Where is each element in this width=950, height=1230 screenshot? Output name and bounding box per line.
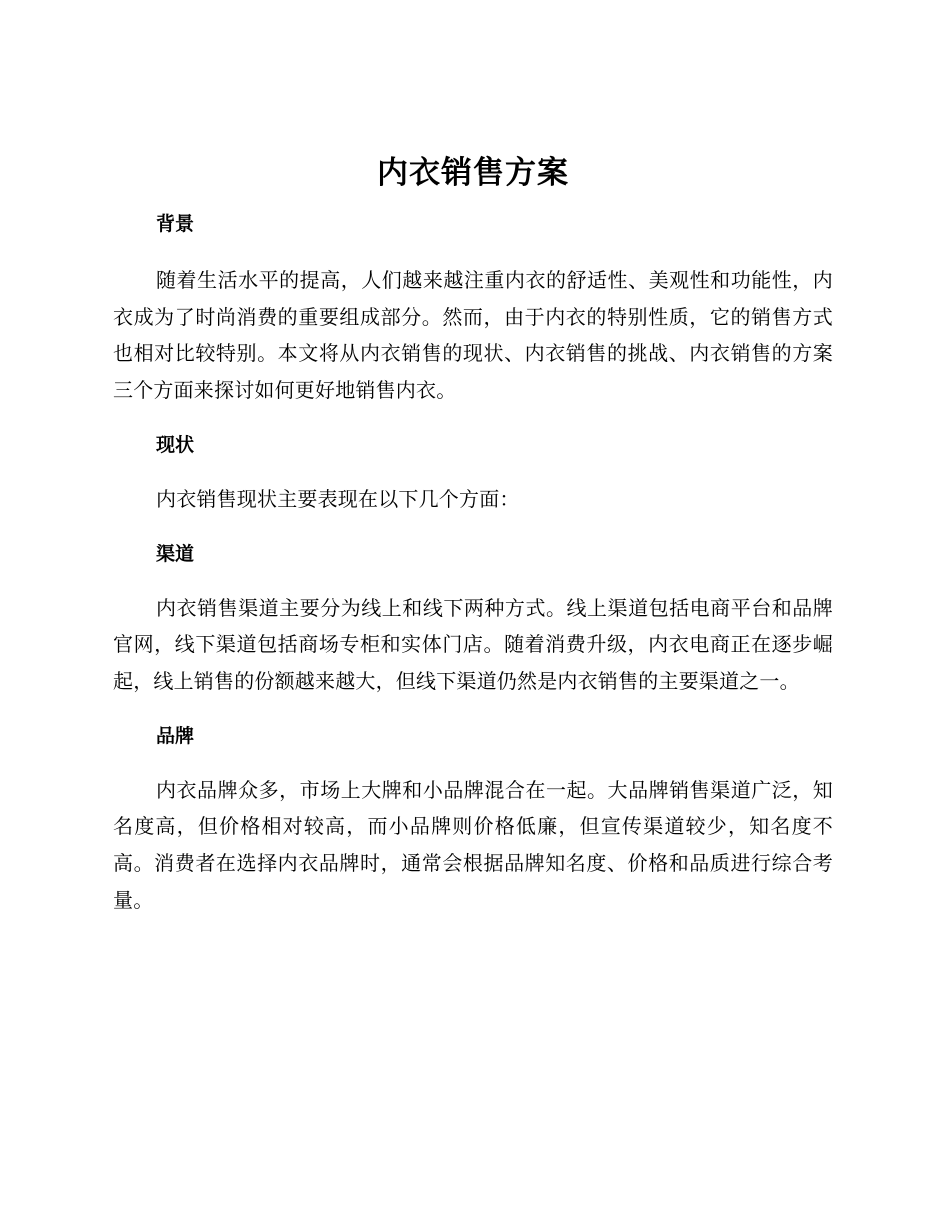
section-heading-brand: 品牌	[156, 724, 195, 747]
section-paragraph-background: 随着生活水平的提高，人们越来越注重内衣的舒适性、美观性和功能性，内衣成为了时尚消费的重要组成部分。然而，由于内衣的特别性质，它的销售方式也相对比较特别。本文将从内衣销售的现状、内衣销售的挑战、内衣销售的方案三个方面来探讨如何更好地销售内衣。	[113, 268, 833, 403]
section-heading-status: 现状	[156, 433, 195, 456]
section-heading-background: 背景	[156, 213, 195, 235]
section-heading-channel: 渠道	[156, 542, 195, 565]
section-paragraph-channel: 内衣销售渠道主要分为线上和线下两种方式。线上渠道包括电商平台和品牌官网，线下渠道包括商场专柜和实体门店。随着消费升级，内衣电商正在逐步崛起，线上销售的份额越来越大，但线下渠道仍然是内衣销售的主要渠道之一。	[113, 595, 833, 693]
section-paragraph-brand: 内衣品牌众多，市场上大牌和小品牌混合在一起。大品牌销售渠道广泛，知名度高，但价格相对较高，而小品牌则价格低廉，但宣传渠道较少，知名度不高。消费者在选择内衣品牌时，通常会根据品牌知名度、价格和品质进行综合考量。	[113, 777, 833, 912]
document-title: 内衣销售方案	[377, 155, 569, 191]
section-paragraph-status: 内衣销售现状主要表现在以下几个方面：	[156, 486, 520, 511]
document-page	[113, 150, 833, 918]
